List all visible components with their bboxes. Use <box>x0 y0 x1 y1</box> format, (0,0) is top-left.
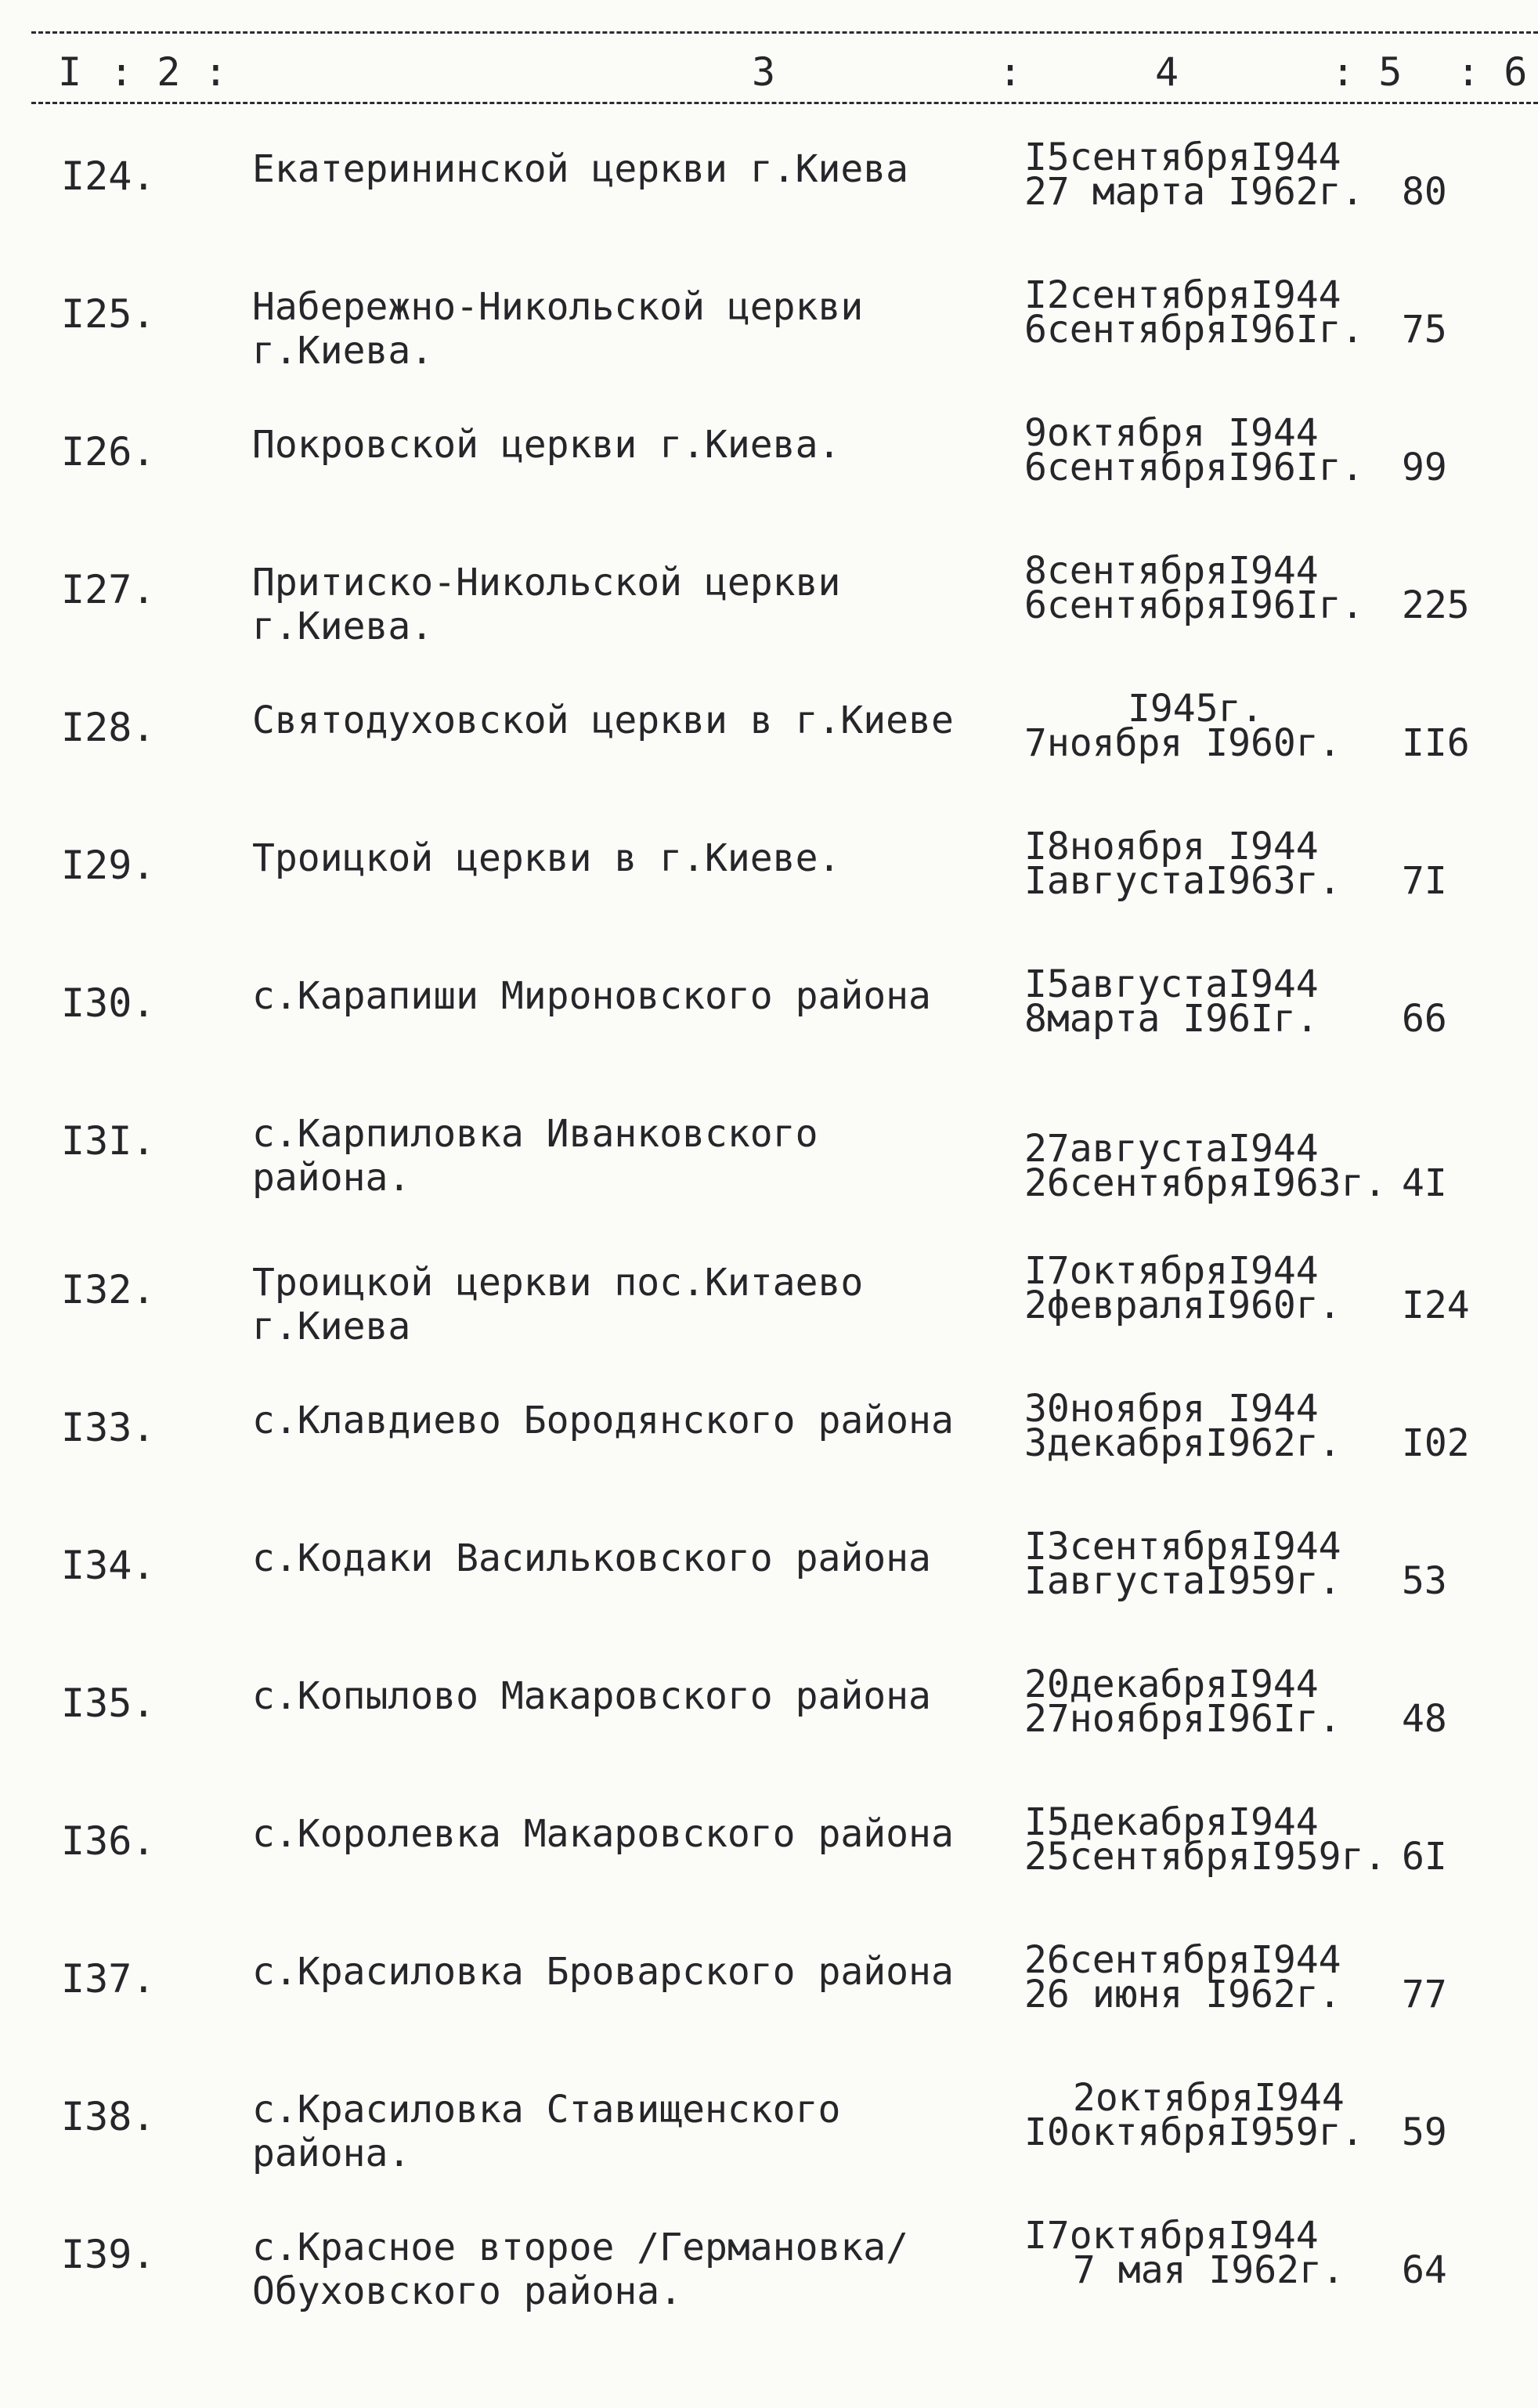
page-count: 4I <box>1402 1161 1447 1205</box>
end-date: 3декабряI962г. <box>1024 1421 1341 1465</box>
row-number: I38. <box>61 2094 156 2139</box>
table-row <box>0 135 1538 276</box>
row-number: I37. <box>61 1956 156 2002</box>
table-row <box>0 551 1538 689</box>
fund-title: с.Королевка Макаровского района <box>252 1812 954 1856</box>
start-date: I5декабряI944 <box>1024 1800 1319 1844</box>
end-date: IавгустаI963г. <box>1024 859 1341 903</box>
page-count: 53 <box>1402 1559 1447 1603</box>
table-row <box>0 1940 1538 2078</box>
page-count: 59 <box>1402 2110 1447 2154</box>
row-number: I30. <box>61 980 156 1026</box>
start-date: 30ноября I944 <box>1024 1387 1319 1431</box>
fund-title: Набережно-Никольской церкви г.Киева. <box>252 285 864 373</box>
start-date: 8сентябряI944 <box>1024 549 1319 593</box>
page-count: 99 <box>1402 446 1447 489</box>
fund-title: Троицкой церкви в г.Киеве. <box>252 836 841 880</box>
row-number: I24. <box>61 153 156 199</box>
end-date: 2февраляI960г. <box>1024 1283 1341 1327</box>
start-date: I5августаI944 <box>1024 962 1319 1006</box>
page-count: 64 <box>1402 2248 1447 2292</box>
fund-title: Екатерининской церкви г.Киева <box>252 147 909 191</box>
page-count: 48 <box>1402 1697 1447 1741</box>
fund-title: Притиско-Никольской церкви г.Киева. <box>252 561 841 648</box>
table-row <box>0 1800 1538 1940</box>
table-row <box>0 827 1538 965</box>
fund-title: с.Карапиши Мироновского района <box>252 974 931 1018</box>
end-date: 6сентябряI96Iг. <box>1024 308 1364 352</box>
fund-title: с.Красиловка Броварского района <box>252 1950 954 1994</box>
page-count: 225 <box>1402 583 1470 627</box>
fund-title: Покровской церкви г.Киева. <box>252 423 841 467</box>
row-number: I25. <box>61 291 156 337</box>
header-top-dashed-rule <box>31 31 1538 34</box>
page-count: 6I <box>1402 1835 1447 1879</box>
row-number: I27. <box>61 567 156 612</box>
start-date: I8ноября I944 <box>1024 825 1319 868</box>
table-row <box>0 1251 1538 1389</box>
end-date: 6сентябряI96Iг. <box>1024 446 1364 489</box>
fund-title: Святодуховской церкви в г.Киеве <box>252 699 954 742</box>
table-row <box>0 273 1538 413</box>
fund-title: с.Красное второе /Германовка/ Обуховского района. <box>252 2226 909 2313</box>
table-row <box>0 413 1538 551</box>
page-count: 75 <box>1402 308 1447 352</box>
page-count: II6 <box>1402 721 1470 765</box>
start-date: I945г. <box>1128 687 1264 731</box>
end-date: 7ноября I960г. <box>1024 721 1341 765</box>
end-date: 27 марта I962г. <box>1024 170 1364 214</box>
row-number: I3I. <box>61 1118 156 1164</box>
row-number: I34. <box>61 1543 156 1588</box>
fund-title: с.Клавдиево Бородянского района <box>252 1399 954 1442</box>
row-number: I26. <box>61 429 156 475</box>
column-4-header: 4 <box>1155 49 1179 95</box>
row-number: I39. <box>61 2232 156 2277</box>
start-date: 2октябряI944 <box>1073 2076 1345 2120</box>
start-date: I7октябряI944 <box>1024 1249 1319 1293</box>
column-1-header: I <box>58 49 82 95</box>
page-count: 77 <box>1402 1973 1447 2016</box>
end-date: 27ноябряI96Iг. <box>1024 1697 1341 1741</box>
start-date: I2сентябряI944 <box>1024 273 1341 317</box>
header-bottom-dashed-rule <box>31 102 1538 104</box>
start-date: I7октябряI944 <box>1024 2214 1319 2258</box>
end-date: I0октябряI959г. <box>1024 2110 1364 2154</box>
start-date: 9октября I944 <box>1024 411 1319 455</box>
start-date: 20декабряI944 <box>1024 1662 1319 1706</box>
table-row <box>0 1662 1538 1803</box>
start-date: I5сентябряI944 <box>1024 135 1341 179</box>
end-date: 25сентябряI959г. <box>1024 1835 1387 1879</box>
table-row <box>0 1103 1538 1251</box>
fund-title: с.Красиловка Ставищенского района. <box>252 2088 841 2175</box>
column-3-separator: : <box>998 49 1023 95</box>
table-row <box>0 689 1538 827</box>
start-date: 26сентябряI944 <box>1024 1938 1341 1982</box>
end-date: 8марта I96Iг. <box>1024 997 1319 1041</box>
page-count: I24 <box>1402 1283 1470 1327</box>
column-2-header: : 2 : <box>110 49 228 95</box>
end-date: 7 мая I962г. <box>1073 2248 1345 2292</box>
table-row <box>0 1389 1538 1527</box>
row-number: I28. <box>61 705 156 750</box>
fund-title: Троицкой церкви пос.Китаево г.Киева <box>252 1261 864 1348</box>
table-row <box>0 1527 1538 1665</box>
table-row <box>0 962 1538 1103</box>
fund-title: с.Карпиловка Иванковского района. <box>252 1112 818 1200</box>
end-date: IавгустаI959г. <box>1024 1559 1341 1603</box>
column-6-header: : 6 <box>1457 49 1528 95</box>
row-number: I32. <box>61 1267 156 1312</box>
inventory-rows <box>0 135 1538 2354</box>
row-number: I29. <box>61 843 156 888</box>
row-number: I33. <box>61 1405 156 1450</box>
table-row <box>0 2216 1538 2354</box>
start-date: 27августаI944 <box>1024 1127 1319 1171</box>
column-3-header: 3 <box>752 49 776 95</box>
fund-title: с.Копылово Макаровского района <box>252 1674 931 1718</box>
row-number: I35. <box>61 1681 156 1726</box>
column-5-header: : 5 <box>1331 49 1403 95</box>
page-count: I02 <box>1402 1421 1470 1465</box>
start-date: I3сентябряI944 <box>1024 1525 1341 1569</box>
page-count: 66 <box>1402 997 1447 1041</box>
page-count: 7I <box>1402 859 1447 903</box>
end-date: 6сентябряI96Iг. <box>1024 583 1364 627</box>
row-number: I36. <box>61 1818 156 1864</box>
fund-title: с.Кодаки Васильковского района <box>252 1536 931 1580</box>
page-count: 80 <box>1402 170 1447 214</box>
end-date: 26сентябряI963г. <box>1024 1161 1387 1205</box>
table-row <box>0 2078 1538 2216</box>
end-date: 26 июня I962г. <box>1024 1973 1341 2016</box>
